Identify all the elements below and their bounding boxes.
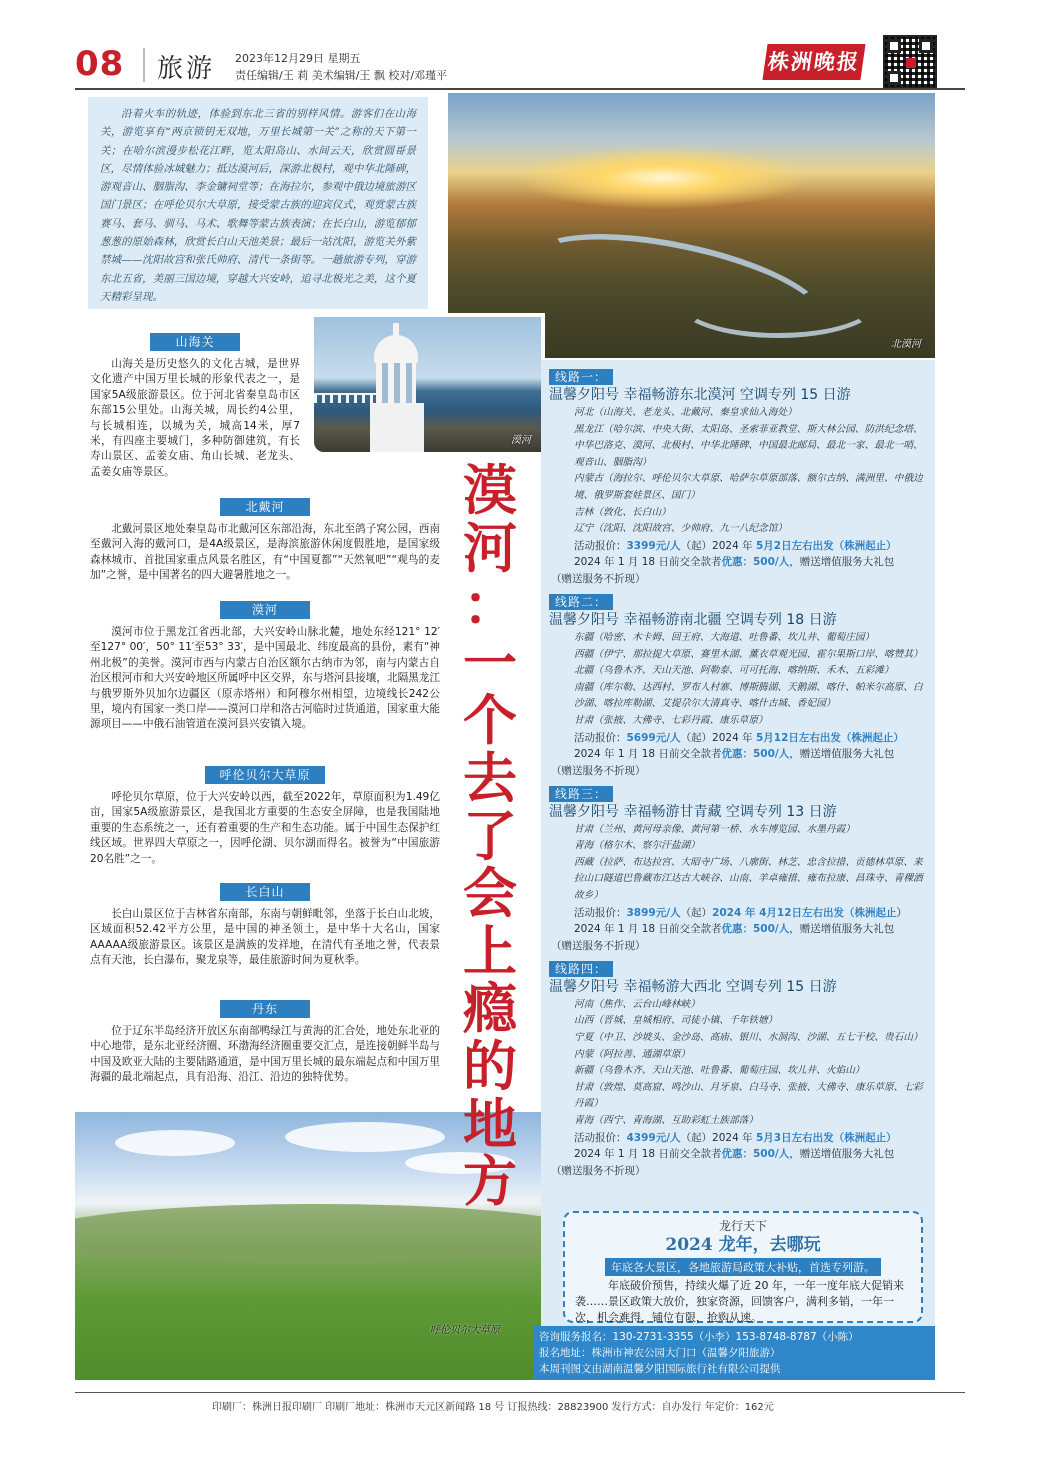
route-price: 活动报价：4399元/人（起）2024 年 5月3日左右出发（株洲起止）	[574, 1131, 897, 1144]
issue-date: 2023年12月29日 星期五	[235, 52, 361, 65]
main-headline: 漠 河 ： 一 个 去 了 会 上 瘾 的 地 方	[463, 458, 517, 1214]
article-body: 位于辽东半岛经济开放区东南部鸭绿江与黄海的汇合处，地处东北亚的中心地带，是东北亚经济圈、环渤海经济圈重要交汇点，是连接朝鲜半岛与中国及欧亚大陆的主要陆路通道，是中国万里长城的最东端起点和中国万里海疆的最北端起点，具有沿海、沿江、沿边的独特优势。	[90, 1025, 440, 1084]
article-body: 长白山景区位于吉林省东南部，东南与朝鲜毗邻，坐落于长白山北坡，区域面积52.42平方公里，是中国的神圣领土，是中华十大名山，国家AAAAA级旅游景区。该景区是满族的发祥地，在清代有圣地之誉，代表景点有天池，长白瀑布，聚龙泉等，最佳旅游时间为夏秋季。	[90, 908, 440, 967]
qr-code-icon[interactable]	[883, 35, 937, 89]
editor-credits: 责任编辑/王 莉 美术编辑/王 飘 校对/邓瑾平	[235, 69, 448, 82]
route-stop: 北疆（乌鲁木齐、天山天池、阿勒泰、可可托海、喀纳斯、禾木、五彩滩）	[574, 665, 894, 677]
newspaper-logo: 株洲晚报	[762, 44, 865, 80]
route-stop: 黑龙江（哈尔滨、中央大街、太阳岛、圣索菲亚教堂、斯大林公园、防洪纪念塔、中华巴洛克、漠河、北极村、中华北陲碑、中国最北邮局、最北一家、最北一哨、观音山、胭脂沟）	[574, 423, 923, 468]
route-stop: 河北（山海关、老龙头、北戴河、秦皇求仙入海处）	[574, 407, 797, 418]
promo-box	[563, 1211, 923, 1323]
article-body: 北戴河景区地处秦皇岛市北戴河区东部沿海，东北至鸽子窝公园，西南至戴河入海的戴河口，是4A级景区，是海滨旅游休闲度假胜地，是国家级森林城市、首批国家重点风景名胜区，有“中国夏都”“天然氧吧”“观鸟的麦加”之誉，是中国著名的四大避暑胜地之一。	[90, 523, 440, 582]
route-title: 温馨夕阳号 幸福畅游南北疆 空调专列 18 日游	[549, 611, 837, 628]
route-price: 活动报价：3399元/人（起）2024 年 5月2日左右出发（株洲起止）	[574, 539, 897, 552]
photo-caption: 漠河	[511, 435, 531, 446]
route-stop: 青海（西宁、青海湖、互助彩虹土族部落）	[574, 1115, 759, 1126]
route-stop: 新疆（乌鲁木齐、天山天池、吐鲁番、葡萄庄园、坎儿井、火焰山）	[574, 1065, 865, 1077]
route-1	[549, 366, 927, 587]
route-stop: 辽宁（沈阳、沈阳故宫、少帅府、九一八纪念馆）	[574, 523, 788, 535]
route-tag: 线路四：	[549, 961, 613, 977]
route-stop: 河南（焦作、云台山峰林峡）	[574, 998, 700, 1010]
article-body: 漠河市位于黑龙江省西北部，大兴安岭山脉北麓，地处东经121° 12′至127° 00′，50° 11′至53° 33′，是中国最北、纬度最高的县份，素有“神州北极”的美誉。漠河市西与内蒙古自治区额尔古纳市为邻，南与内蒙古自治区根河市和大兴安岭地区所属呼中区交界，东与塔河县接壤，北隔黑龙江与俄罗斯外贝加尔边疆区（原赤塔州）和阿穆尔州相望，边境线长242公里，境内有国家一类口岸——漠河口岸和洛古河临时过货通道，国家重大能源项目——中俄石油管道在漠河县兴安镇入境。	[90, 626, 440, 731]
article-body: 呼伦贝尔草原，位于大兴安岭以西，截至2022年，草原面积为1.49亿亩，国家5A级旅游景区，是我国北方重要的生态安全屏障，也是我国陆地重要的生态系统之一，还有着重要的生产和生态功能。属于中国生态保护红线区域。世界四大草原之一，因呼伦湖、贝尔湖而得名。被誉为“中国旅游20名胜”之一。	[90, 791, 440, 865]
article-mohe	[90, 601, 440, 733]
route-price: 活动报价：5699元/人（起）2024 年 5月12日左右出发（株洲起止）	[574, 731, 904, 744]
article-dandong	[90, 1000, 440, 1086]
route-tag: 线路二：	[549, 594, 613, 610]
route-note: （赠送服务不折现）	[551, 1164, 646, 1177]
route-note: （赠送服务不折现）	[551, 572, 646, 585]
contact-phone[interactable]: 咨询服务报名：130-2731-3355（小李）153-8748-8787（小陈）	[539, 1331, 859, 1343]
promo-body: 年底破价预售，持续火爆了近 20 年，一年一度年底大促销来袭……景区政策大放价，独家资源，回馈客户，满利多销，一年一次，机会难得，铺位有限，抢购从速。	[575, 1279, 904, 1324]
route-tag: 线路三：	[549, 786, 613, 802]
article-changbaishan	[90, 883, 440, 969]
route-title: 温馨夕阳号 幸福畅游甘青藏 空调专列 13 日游	[549, 803, 837, 820]
intro-box	[88, 97, 428, 309]
route-stop: 甘肃（兰州、黄河母亲像、黄河第一桥、水车博览园、水墨丹霞）	[574, 823, 855, 835]
route-stop: 内蒙古（海拉尔、呼伦贝尔大草原、哈萨尔草原部落、额尔古纳、满洲里、中俄边境、俄罗斯套娃景区、国门）	[574, 473, 923, 501]
intro-text: 沿着火车的轨迹，体验到东北三省的别样风情。游客们在山海关，游览享有“两京锁钥无双地，万里长城第一关”之称的天下第一关；在哈尔滨漫步松花江畔，览太阳岛山、水间云天，欣赏圆哥景区，尽情体验冰城魅力；抵达漠河后，深游北极村，观中华北陲碑，游观音山、胭脂沟、李金镛祠堂等；在海拉尔，参观中俄边境旅游区国门景区；在呼伦贝尔大草原，接受蒙古族的迎宾仪式，观赏蒙古族赛马、套马、驯马、马术、歌舞等蒙古族表演；在长白山，游览郁郁葱葱的原始森林，欣赏长白山天池美景；最后一站沈阳，游览关外紫禁城——沈阳故宫和张氏帅府、清代一条街等。一趟旅游专列，穿游东北五省，美丽三国边境，穿越大兴安岭，追寻北极光之美，这个夏天精彩呈现。	[100, 108, 416, 303]
route-stop: 吉林（敦化、长白山）	[574, 506, 671, 518]
print-footer: 印刷厂：株洲日报印刷厂 印刷厂地址：株洲市天元区新闻路 18 号 订报热线：28823900 发行方式：自办发行 年定价：162元	[212, 1402, 774, 1413]
route-stop: 山西（晋城、皇城相府、司徒小镇、千年铁塘）	[574, 1015, 778, 1027]
article-beidaihe	[90, 498, 440, 584]
article-shanhaiguan	[90, 333, 440, 480]
contact-provider: 本周刊图文由湖南温馨夕阳国际旅行社有限公司提供	[539, 1363, 781, 1375]
header-rule	[75, 88, 965, 90]
page-header	[75, 30, 965, 90]
article-hulunbuir	[90, 766, 440, 867]
route-note: （赠送服务不折现）	[551, 939, 646, 952]
section-title: 旅游	[157, 54, 216, 84]
footer-rule	[75, 1392, 965, 1393]
route-tag: 线路一：	[549, 369, 613, 385]
header-divider	[143, 48, 145, 82]
route-2	[549, 591, 927, 779]
route-stop: 南疆（库尔勒、达西村、罗布人村寨、博斯腾湖、天鹅湖、喀什、帕米尔高原、白沙湖、喀拉库勒湖、艾提尕尔大清真寺、喀什古城、香妃园）	[574, 681, 923, 710]
route-bonus: 2024 年 1 月 18 日前交全款者优惠：500/人，赠送增值服务大礼包	[574, 748, 895, 761]
contact-address: 报名地址：株洲市神农公园大门口（温馨夕阳旅游）	[539, 1347, 781, 1359]
route-note: （赠送服务不折现）	[551, 764, 646, 777]
article-body: 山海关是历史悠久的文化古城，是世界文化遗产中国万里长城的形象代表之一，是国家5A级旅游景区。位于河北省秦皇岛市区东部15公里处。山海关城，周长约4公里，与长城相连，以城为关，城高14米，厚7米，有四座主要城门，多种防御建筑，有长寿山景区、孟姜女庙、角山长城、老龙头、孟姜女庙等景区。	[90, 358, 300, 478]
photo-caption: 北漠河	[891, 339, 921, 350]
route-stop: 甘肃（敦煌、莫高窟、鸣沙山、月牙泉、白马寺、张掖、大佛寺、康乐草原、七彩丹霞）	[574, 1081, 923, 1110]
article-heading: 漠河	[220, 601, 310, 619]
page-number: 08	[75, 44, 125, 84]
route-title: 温馨夕阳号 幸福畅游东北漠河 空调专列 15 日游	[549, 387, 851, 403]
route-title: 温馨夕阳号 幸福畅游大西北 空调专列 15 日游	[549, 978, 837, 995]
article-heading: 丹东	[220, 1000, 310, 1018]
route-bonus: 2024 年 1 月 18 日前交全款者优惠：500/人，赠送增值服务大礼包	[574, 1148, 895, 1161]
promo-kicker: 龙行天下	[718, 1219, 767, 1233]
article-heading: 长白山	[220, 883, 310, 901]
route-3	[549, 783, 927, 954]
route-stop: 甘肃（张掖、大佛寺、七彩丹霞、康乐草原）	[574, 714, 768, 726]
route-stop: 西疆（伊宁、那拉提大草原、赛里木湖、薰衣草观光园、霍尔果斯口岸、喀赞其）	[574, 648, 923, 660]
route-stop: 内蒙（阿拉善、通湖草原）	[574, 1048, 691, 1060]
article-heading: 山海关	[150, 333, 240, 351]
route-stop: 东疆（哈密、木卡姆、回王府、大海道、吐鲁番、坎儿井、葡萄庄园）	[574, 631, 875, 643]
contact-bar	[533, 1326, 935, 1380]
promo-band: 年底各大景区，各地旅游局政策大补贴，首选专列游。	[605, 1258, 881, 1276]
route-bonus: 2024 年 1 月 18 日前交全款者优惠：500/人，赠送增值服务大礼包	[574, 556, 895, 569]
route-stop: 宁夏（中卫、沙坡头、金沙岛、高庙、银川、水洞沟、沙湖、五七干校、贵石山）	[574, 1032, 923, 1044]
route-stop: 青海（格尔木、察尔汗盐湖）	[574, 840, 700, 852]
route-stop: 西藏（拉萨、布达拉宫、大昭寺广场、八廓街、林芝、忠含拉措、贡德林草原、来拉山口隧道巴鲁藏布江达古大峡谷、山南、羊卓雍措、雍布拉康、昌珠寺、青稞酒故乡）	[574, 856, 923, 902]
route-bonus: 2024 年 1 月 18 日前交全款者优惠：500/人，赠送增值服务大礼包	[574, 923, 895, 936]
article-heading: 北戴河	[220, 498, 310, 516]
route-4	[549, 958, 927, 1179]
photo-caption: 呼伦贝尔大草原	[430, 1325, 500, 1336]
promo-title: 2024 龙年，去哪玩	[665, 1235, 821, 1255]
route-price: 活动报价：3899元/人（起）2024 年 4月12日左右出发（株洲起止）	[574, 906, 908, 919]
article-heading: 呼伦贝尔大草原	[205, 766, 325, 784]
